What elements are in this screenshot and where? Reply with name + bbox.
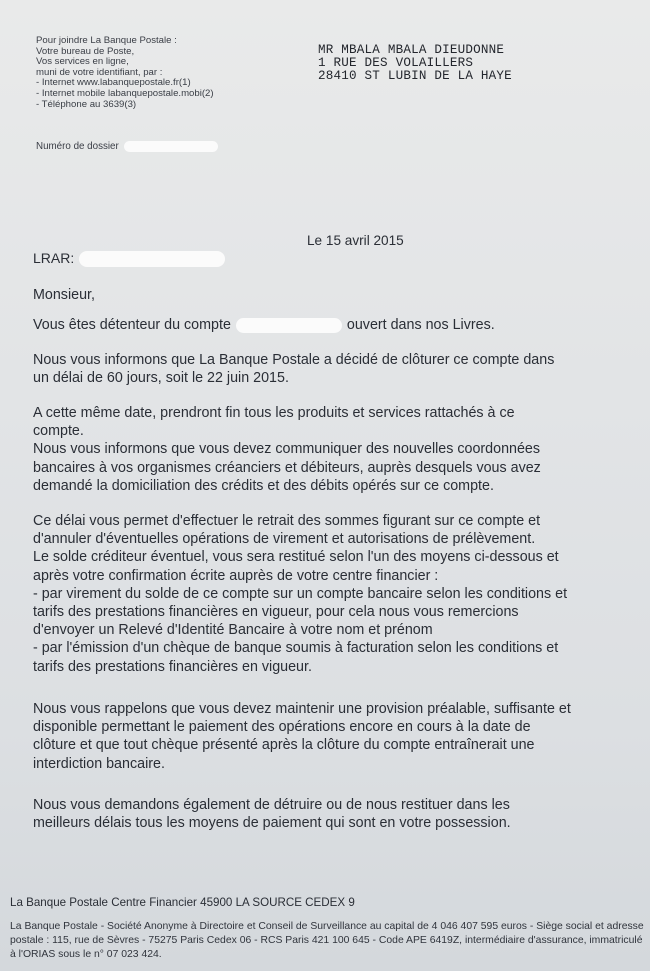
sender-line: muni de votre identifiant, par : (36, 66, 163, 78)
text-line: demandé la domiciliation des crédits et des débits opérés sur ce compte. (33, 477, 494, 494)
text-line: Nous vous demandons également de détruire ou de nous restituer dans les (33, 797, 510, 813)
text-line: compte. (33, 423, 84, 440)
text-line: tarifs des prestations financières en vigueur, pour cela nous vous remercions (33, 604, 519, 621)
text-line: Nous vous informons que La Banque Postale a décidé de clôturer ce compte dans (33, 352, 555, 368)
text-line: disponible permettant le paiement des opérations encore en cours à la date de (33, 719, 531, 736)
recipient-name: MR MBALA MBALA DIEUDONNE (318, 43, 505, 57)
text-line: d'annuler d'éventuelles opérations de virement et autorisations de prélèvement. (33, 531, 536, 548)
sender-line: Pour joindre La Banque Postale : (36, 35, 177, 46)
lrar-label: LRAR: (33, 250, 75, 266)
footer-center-address: La Banque Postale Centre Financier 45900 LA SOURCE CEDEX 9 (10, 896, 355, 909)
text-line: après votre confirmation écrite auprès de votre centre financier : (33, 567, 439, 584)
text-line: d'envoyer un Relevé d'Identité Bancaire à votre nom et prénom (33, 622, 433, 639)
paragraph-services (33, 404, 618, 495)
text-line: un délai de 60 jours, soit le 22 juin 2015. (33, 370, 289, 387)
text-line: bancaires à vos organismes créanciers et débiteurs, auprès desquels vous avez (33, 459, 541, 476)
text-line: clôture et que tout chèque présenté après la clôture du compte entraînerait une (33, 737, 535, 754)
redaction-mark (79, 251, 225, 267)
text-line: - par l'émission d'un chèque de banque soumis à facturation selon les conditions et (33, 640, 559, 657)
text-line: interdiction bancaire. (33, 755, 165, 772)
redaction-mark (236, 318, 342, 333)
account-line-before: Vous êtes détenteur du compte (33, 317, 231, 333)
account-line-after: ouvert dans nos Livres. (346, 317, 495, 333)
recipient-city: 28410 ST LUBIN DE LA HAYE (318, 69, 512, 83)
text-line: meilleurs délais tous les moyens de paiement qui sont en votre possession. (33, 815, 511, 832)
sender-line: - Internet www.labanquepostale.fr(1) (36, 77, 191, 89)
legal-line: La Banque Postale - Société Anonyme à Directoire et Conseil de Surveillance au capital de 4 046 407 595 euros - Siège social et adresse (10, 921, 644, 932)
sender-line: Vos services en ligne, (36, 56, 129, 68)
letter-date: Le 15 avril 2015 (307, 233, 404, 248)
recipient-address (318, 44, 512, 83)
recipient-street: 1 RUE DES VOLAILLERS (318, 56, 474, 70)
text-line: Ce délai vous permet d'effectuer le retrait des sommes figurant sur ce compte et (33, 513, 541, 529)
footer-legal-notice (10, 920, 642, 963)
lrar-reference (33, 250, 225, 267)
paragraph-withdrawal (33, 512, 618, 676)
account-line (33, 316, 618, 334)
sender-line: - Internet mobile labanquepostale.mobi(2) (36, 87, 214, 99)
legal-line: postale : 115, rue de Sèvres - 75275 Paris Cedex 06 - RCS Paris 421 100 645 - Code APE 6419Z, intermédiaire d'assurance, immatriculé (10, 935, 643, 947)
paragraph-provision (33, 700, 618, 773)
dossier-number (36, 141, 218, 152)
redaction-mark (124, 141, 218, 152)
text-line: A cette même date, prendront fin tous les produits et services rattachés à ce (33, 405, 515, 421)
text-line: Le solde créditeur éventuel, vous sera restitué selon l'un des moyens ci-dessous et (33, 549, 559, 566)
text-line: - par virement du solde de ce compte sur un compte bancaire selon les conditions et (33, 585, 568, 602)
sender-line: - Téléphone au 3639(3) (36, 98, 137, 110)
sender-contact-block (36, 36, 214, 110)
paragraph-closure (33, 351, 618, 387)
text-line: Nous vous informons que vous devez communiquer des nouvelles coordonnées (33, 441, 541, 458)
salutation: Monsieur, (33, 287, 95, 303)
dossier-label: Numéro de dossier (36, 141, 119, 153)
text-line: tarifs des prestations financières en vigueur. (33, 658, 312, 675)
sender-line: Votre bureau de Poste, (36, 45, 135, 57)
paragraph-payment-means (33, 796, 618, 832)
legal-line: à l'ORIAS sous le n° 07 023 424. (10, 949, 162, 961)
text-line: Nous vous rappelons que vous devez maintenir une provision préalable, suffisante et (33, 701, 571, 717)
